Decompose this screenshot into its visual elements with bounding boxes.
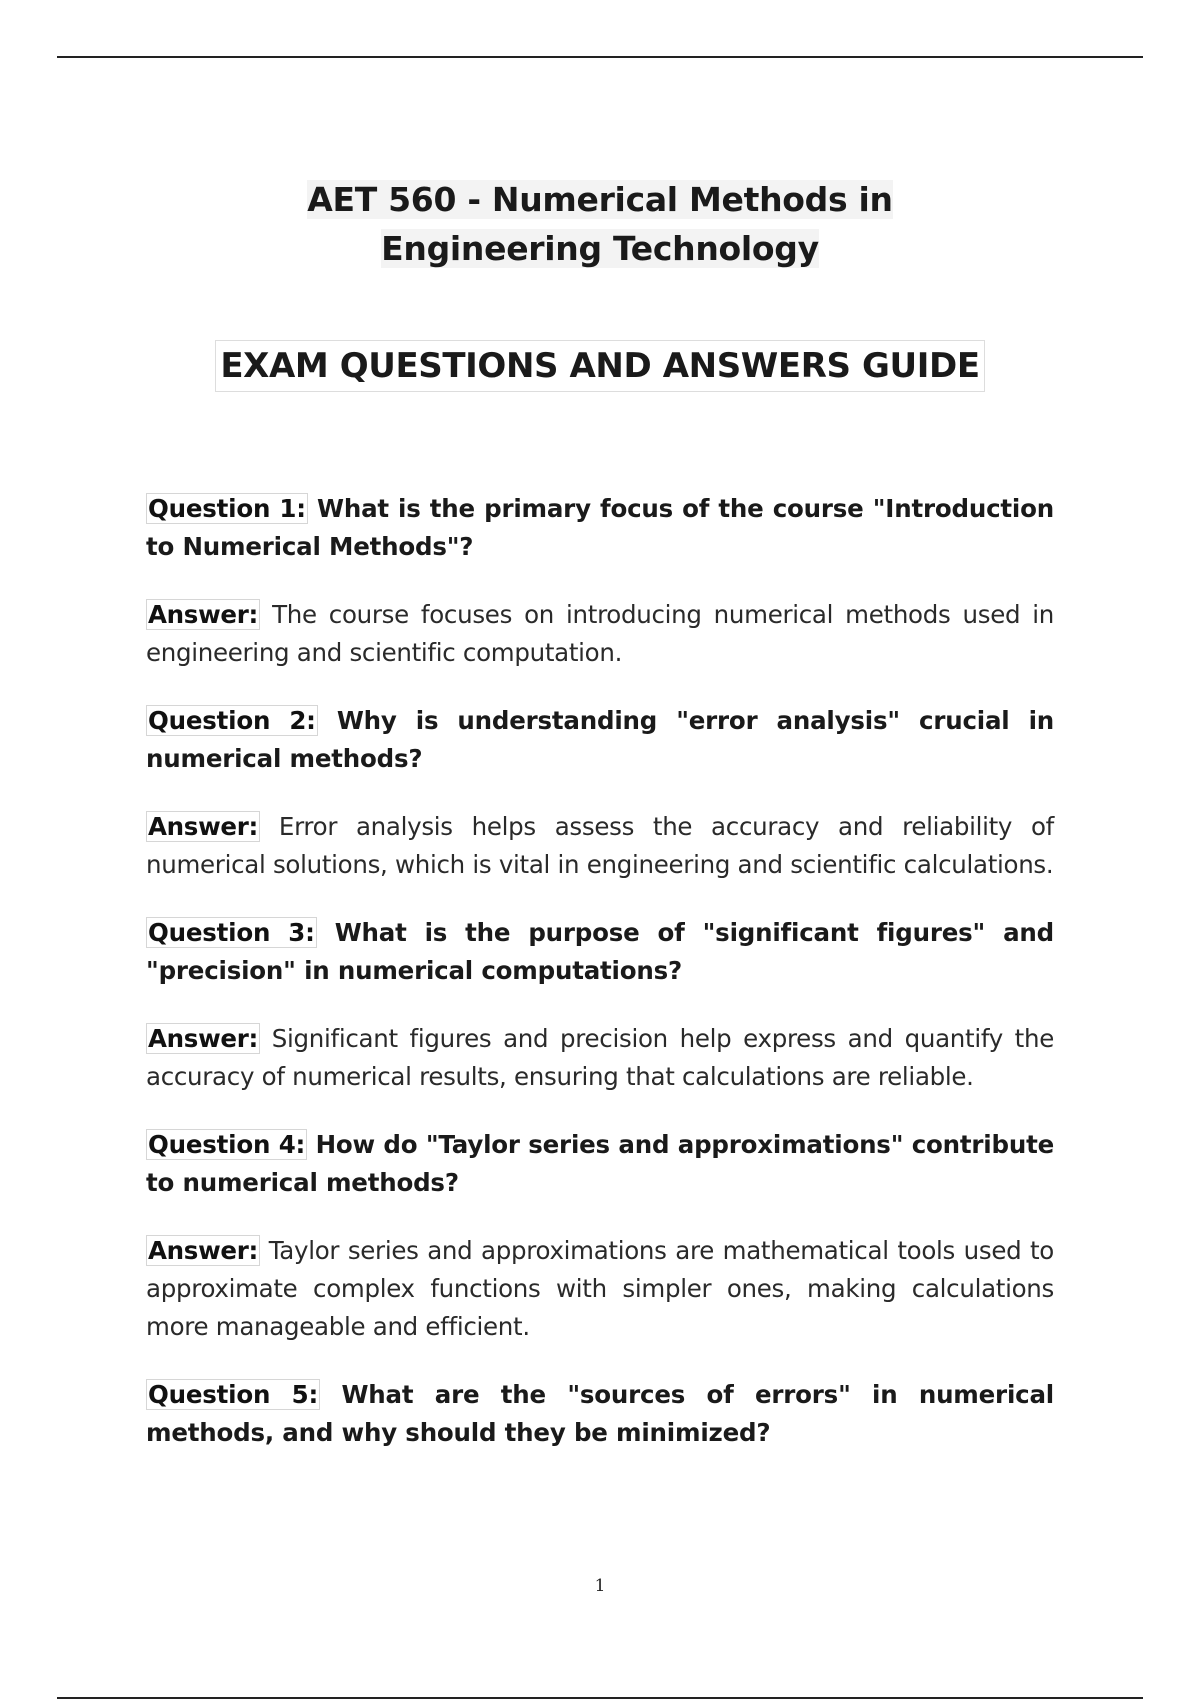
- question-text: Why is understanding "error analysis" crucial in numerical methods?: [146, 706, 1055, 773]
- answer-3: [146, 1020, 1054, 1096]
- title-block: [0, 175, 1200, 273]
- bottom-rule: [57, 1697, 1143, 1699]
- question-label: Question 5:: [148, 1380, 319, 1409]
- answer-text: Significant figures and precision help express and quantify the accuracy of numerical results, ensuring that calculations are reliable.: [146, 1024, 1054, 1091]
- answer-text: Taylor series and approximations are mathematical tools used to approximate complex functions with simpler ones, making calculations more manageable and efficient.: [146, 1236, 1054, 1341]
- question-text: What is the purpose of "significant figures" and "precision" in numerical computations?: [146, 918, 1054, 985]
- question-5: [146, 1376, 1054, 1452]
- top-rule: [57, 56, 1143, 58]
- question-4: [146, 1126, 1054, 1202]
- answer-text: The course focuses on introducing numerical methods used in engineering and scientific computation.: [146, 600, 1054, 667]
- question-label: Question 1:: [148, 494, 306, 523]
- answer-label: Answer:: [148, 600, 259, 629]
- document-title: [210, 175, 990, 273]
- question-1: [146, 490, 1054, 566]
- question-label: Question 3:: [148, 918, 315, 947]
- answer-4: [146, 1232, 1054, 1346]
- answer-label: Answer:: [148, 1024, 259, 1053]
- answer-label: Answer:: [148, 1236, 259, 1265]
- document-title-text: AET 560 - Numerical Methods in Engineering Technology: [307, 180, 893, 268]
- answer-1: [146, 596, 1054, 672]
- qa-content: [146, 490, 1054, 1482]
- question-text: What are the "sources of errors" in numerical methods, and why should they be minimized?: [146, 1380, 1054, 1447]
- question-label: Question 4:: [148, 1130, 306, 1159]
- question-2: [146, 702, 1054, 778]
- question-text: How do "Taylor series and approximations" contribute to numerical methods?: [146, 1130, 1055, 1197]
- answer-label: Answer:: [148, 812, 259, 841]
- question-text: What is the primary focus of the course "Introduction to Numerical Methods"?: [146, 494, 1054, 561]
- question-3: [146, 914, 1054, 990]
- answer-text: Error analysis helps assess the accuracy and reliability of numerical solutions, which is vital in engineering and scientific calculations.: [146, 812, 1054, 879]
- question-label: Question 2:: [148, 706, 316, 735]
- document-subtitle: EXAM QUESTIONS AND ANSWERS GUIDE: [215, 340, 984, 392]
- page-number: 1: [594, 1576, 606, 1596]
- answer-2: [146, 808, 1054, 884]
- subtitle-block: [0, 340, 1200, 392]
